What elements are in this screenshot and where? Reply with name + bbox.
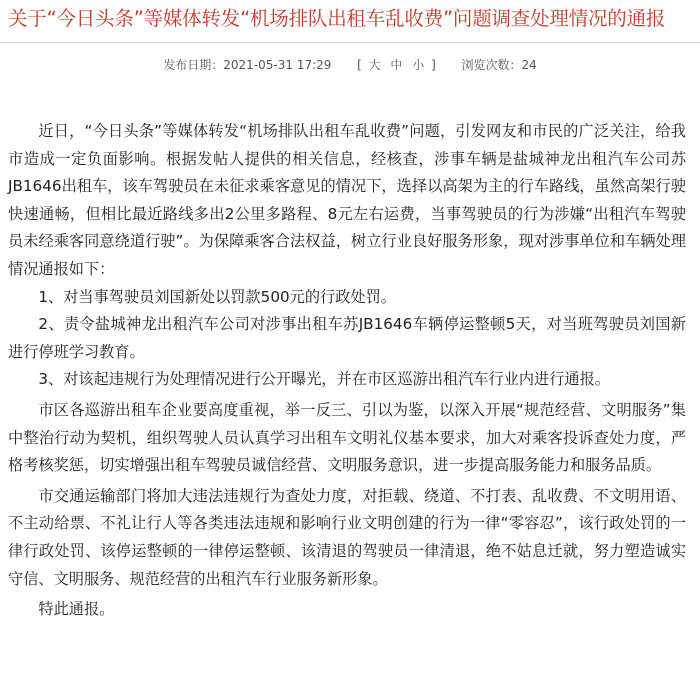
article-paragraph-item-3: 3、对该起违规行为处理情况进行公开曝光，并在市区巡游出租汽车行业内进行通报。: [38, 370, 610, 389]
font-size-bracket-open: [: [357, 58, 362, 72]
article-paragraph-requirements: 市区各巡游出租车企业要高度重视，举一反三、引以为鉴，以深入开展“规范经营、文明服务”集中整治行动为契机，组织驾驶人员认真学习出租车文明礼仪基本要求，加大对乘客投诉查处力度，严格考核奖惩，切实增强出租车驾驶员诚信经营、文明服务意识，进一步提高服务能力和服务品质。: [8, 400, 686, 475]
article-paragraph-item-1: 1、对当事驾驶员刘国新处以罚款500元的行政处罚。: [38, 287, 396, 306]
publish-date-value: 2021-05-31 17:29: [223, 58, 332, 72]
publish-date-label: 发布日期：: [163, 58, 224, 72]
article-title: 关于“今日头条”等媒体转发“机场排队出租车乱收费”问题调查处理情况的通报: [8, 7, 666, 30]
font-size-bracket-close: ]: [431, 58, 436, 72]
font-size-small-button[interactable]: 小: [412, 58, 425, 72]
view-count-value: 24: [521, 58, 537, 72]
title-divider: [0, 42, 700, 43]
article-paragraph-item-2: 2、责令盐城神龙出租汽车公司对涉事出租车苏JB1646车辆停运整顿5天，对当班驾驶员刘国新进行停班学习教育。: [8, 315, 686, 361]
article-paragraph-intro: 近日，“今日头条”等媒体转发“机场排队出租车乱收费”问题，引发网友和市民的广泛关注，给我市造成一定负面影响。根据发帖人提供的相关信息，经核查，涉事车辆是盐城神龙出租汽车公司苏JB1646出租车，该车驾驶员在未征求乘客意见的情况下，选择以高架为主的行车路线，虽然高架行驶快速通畅，但相比最近路线多出2公里多路程、8元左右运费，当事驾驶员的行为涉嫌“出租汽车驾驶员未经乘客同意绕道行驶”。为保障乘客合法权益，树立行业良好服务形象，现对涉事单位和车辆处理情况通报如下：: [8, 122, 686, 278]
article-body: [8, 118, 686, 624]
article-meta: [0, 56, 700, 74]
article-paragraph-enforcement: 市交通运输部门将加大违法违规行为查处力度，对拒载、绕道、不打表、乱收费、不文明用语、不主动给票、不礼让行人等各类违法违规和影响行业文明创建的行为一律“零容忍”，该行政处罚的一律行政处罚、该停运整顿的一律停运整顿、该清退的驾驶员一律清退，绝不姑息迁就，努力塑造诚实守信、文明服务、规范经营的出租汽车行业服务新形象。: [8, 486, 686, 588]
font-size-large-button[interactable]: 大: [368, 58, 381, 72]
view-count-label: 浏览次数：: [461, 58, 522, 72]
font-size-medium-button[interactable]: 中: [390, 58, 403, 72]
article-paragraph-closing: 特此通报。: [38, 600, 115, 619]
font-size-control: [357, 56, 436, 74]
